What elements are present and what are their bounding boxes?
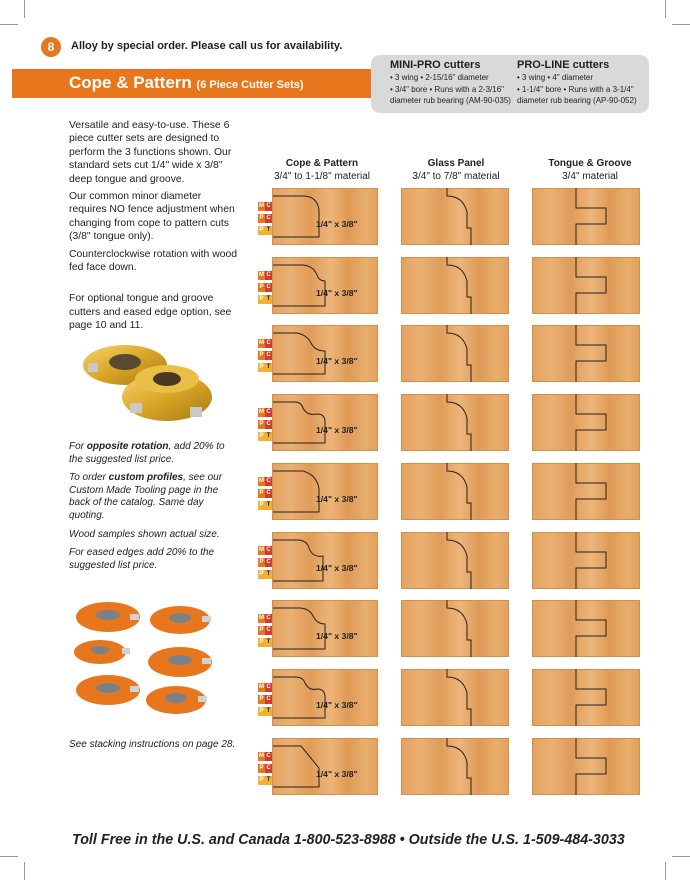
cope-pattern-profile: [272, 738, 378, 795]
code-letter: P: [259, 639, 264, 646]
page-number: 8: [41, 37, 61, 57]
tongue-size-label: 1/4" x 3/8": [316, 631, 358, 642]
cope-pattern-profile: [272, 325, 378, 382]
code-letter: C: [266, 409, 271, 416]
tongue-size-label: 1/4" x 3/8": [316, 493, 358, 504]
mini-pro-line: • 3/4" bore • Runs with a 2-3/16": [390, 84, 505, 94]
intro-paragraph: Counterclockwise rotation with wood fed face down.: [69, 248, 238, 274]
tongue-groove-profile: [532, 669, 640, 726]
code-letter: T: [266, 295, 271, 302]
code-letter: C: [266, 421, 271, 428]
code-letter: M: [259, 477, 264, 484]
cope-pattern-profile: [272, 669, 378, 726]
availability-notice: Alloy by special order. Please call us for availability.: [71, 40, 343, 52]
glass-panel-profile: [401, 532, 509, 589]
glass-panel-profile: [401, 600, 509, 657]
column-subtitle: 3/4" to 7/8" material: [412, 171, 500, 182]
tongue-groove-profile: [532, 463, 640, 520]
code-letter: P: [259, 764, 264, 771]
mini-pro-line: • 3 wing • 2-15/16" diameter: [390, 73, 489, 82]
code-letter: C: [266, 215, 271, 221]
intro-paragraph: Our common minor diameter requires NO fence adjustment when changing from cope to pattern cuts (3/8" tongue only).: [69, 191, 235, 243]
tongue-groove-profile: [532, 394, 640, 451]
note-text: For: [69, 441, 87, 452]
glass-panel-profile: [401, 738, 509, 795]
column-title: Glass Panel: [427, 158, 485, 169]
tongue-size-label: 1/4" x 3/8": [316, 356, 358, 367]
crop-mark: [665, 0, 666, 18]
code-letter: P: [259, 215, 264, 221]
note-eased-edges: For eased edges add 20% to the suggested list price.: [69, 547, 215, 571]
pro-line-line: • 3 wing • 4" diameter: [517, 73, 594, 82]
crop-mark: [672, 856, 690, 857]
code-letter: P: [259, 364, 264, 371]
intro-paragraph: Versatile and easy-to-use. These 6 piece cutter sets are designed to perform the 3 functions shown. Our standard sets cut 1/4" wide x 3/8" deep tongue and groove.: [69, 120, 232, 185]
note-text: To order: [69, 472, 109, 484]
pro-line-line: diameter rub bearing (AP-90-052): [517, 96, 637, 105]
code-letter: P: [259, 695, 264, 702]
intro-paragraph: For optional tongue and groove cutters and eased edge option, see page 10 and 11.: [69, 293, 232, 332]
gold-cutter-set-photo: [70, 335, 220, 430]
column-header-cope-pattern: [262, 157, 382, 183]
column-subtitle: 3/4" material: [562, 171, 618, 182]
code-letter: C: [266, 558, 271, 565]
code-letter: C: [266, 271, 271, 278]
code-letter: M: [259, 615, 264, 622]
tongue-groove-profile: [532, 257, 640, 314]
note-text: , see our Custom Made Tooling page in the back of the catalog. Same day quoting.: [69, 472, 223, 521]
code-letter: C: [266, 683, 271, 690]
note-text: , add 20% to the suggested list price.: [69, 441, 225, 465]
glass-panel-profile: [401, 463, 509, 520]
code-letter: T: [266, 501, 271, 508]
tongue-size-label: 1/4" x 3/8": [316, 768, 358, 779]
code-letter: P: [259, 421, 264, 428]
column-header-tongue-groove: [530, 157, 650, 183]
code-letter: T: [266, 639, 271, 646]
code-letter: T: [266, 707, 271, 714]
code-letter: M: [259, 271, 264, 278]
code-letter: M: [259, 752, 264, 759]
page-title: [69, 73, 304, 93]
code-letter: C: [266, 340, 271, 347]
column-subtitle: 3/4" to 1-1/8" material: [273, 171, 371, 182]
code-letter: T: [266, 570, 271, 577]
note-bold: opposite rotation: [86, 441, 169, 452]
code-letter: T: [266, 776, 271, 783]
code-letter: P: [259, 295, 264, 302]
cope-pattern-profile: [272, 257, 378, 314]
code-letter: C: [266, 627, 271, 634]
code-letter: P: [259, 352, 264, 359]
column-title: Tongue & Groove: [548, 158, 632, 169]
stacking-note: See stacking instructions on page 28.: [69, 739, 236, 750]
cope-pattern-profile: [272, 188, 378, 245]
mini-pro-spec: [390, 58, 516, 107]
code-letter: P: [259, 501, 264, 508]
code-letter: C: [266, 352, 271, 359]
code-letter: T: [266, 364, 271, 371]
glass-panel-profile: [401, 257, 509, 314]
code-letter: C: [266, 764, 271, 771]
tongue-groove-profile: [532, 325, 640, 382]
tongue-size-label: 1/4" x 3/8": [316, 219, 358, 229]
column-header-glass-panel: [396, 157, 516, 183]
code-letter: T: [266, 433, 271, 440]
code-letter: C: [266, 546, 271, 553]
tongue-groove-profile: [532, 532, 640, 589]
notes-text: [69, 441, 239, 578]
glass-panel-profile: [401, 669, 509, 726]
cope-pattern-profile: [272, 532, 378, 589]
crop-mark: [0, 856, 18, 857]
code-letter: P: [259, 558, 264, 565]
code-letter: C: [266, 615, 271, 622]
tongue-groove-profile: [532, 188, 640, 245]
crop-mark: [672, 24, 690, 25]
code-letter: T: [266, 227, 271, 233]
orange-cutter-set-photo: [68, 592, 218, 727]
code-letter: P: [259, 489, 264, 496]
code-letter: P: [259, 227, 264, 233]
pro-line-heading: PRO-LINE cutters: [517, 59, 610, 71]
mini-pro-heading: MINI-PRO cutters: [390, 59, 481, 71]
code-letter: C: [266, 283, 271, 290]
note-bold: custom profiles: [108, 472, 184, 484]
tongue-size-label: 1/4" x 3/8": [316, 287, 358, 298]
crop-mark: [24, 862, 25, 880]
code-letter: C: [266, 695, 271, 702]
mini-pro-line: diameter rub bearing (AM-90-035): [390, 96, 511, 105]
column-title: Cope & Pattern: [285, 158, 359, 169]
code-letter: C: [266, 477, 271, 484]
glass-panel-profile: [401, 325, 509, 382]
code-letter: M: [259, 340, 264, 347]
title-sub: (6 Piece Cutter Sets): [196, 79, 304, 91]
code-letter: P: [259, 283, 264, 290]
note-custom-profiles: [69, 472, 239, 522]
footer-phone: Toll Free in the U.S. and Canada 1-800-523-8988 • Outside the U.S. 1-509-484-3033: [72, 832, 625, 848]
crop-mark: [665, 862, 666, 880]
crop-mark: [24, 0, 25, 18]
tongue-size-label: 1/4" x 3/8": [316, 425, 358, 436]
note-wood-samples: Wood samples shown actual size.: [69, 528, 220, 540]
code-letter: P: [259, 776, 264, 783]
code-letter: M: [259, 409, 264, 416]
code-letter: P: [259, 433, 264, 440]
code-letter: M: [259, 546, 264, 553]
pro-line-spec: [517, 58, 647, 107]
tongue-size-label: 1/4" x 3/8": [316, 562, 358, 573]
code-letter: M: [259, 683, 264, 690]
cope-pattern-profile: [272, 600, 378, 657]
tongue-size-label: 1/4" x 3/8": [316, 699, 358, 710]
code-letter: C: [266, 752, 271, 759]
note-opposite-rotation: [69, 441, 239, 466]
glass-panel-profile: [401, 188, 509, 245]
code-letter: P: [259, 570, 264, 577]
code-letter: C: [266, 489, 271, 496]
glass-panel-profile: [401, 394, 509, 451]
title-main: Cope & Pattern: [69, 73, 192, 92]
tongue-groove-profile: [532, 600, 640, 657]
tongue-groove-profile: [532, 738, 640, 795]
pro-line-line: • 1-1/4" bore • Runs with a 3-1/4": [517, 84, 634, 94]
code-letter: P: [259, 627, 264, 634]
cope-pattern-profile: [272, 394, 378, 451]
intro-text: [69, 119, 239, 337]
code-letter: C: [266, 203, 271, 209]
code-letter: M: [259, 203, 264, 209]
cope-pattern-profile: [272, 463, 378, 520]
crop-mark: [0, 24, 18, 25]
code-letter: P: [259, 707, 264, 714]
